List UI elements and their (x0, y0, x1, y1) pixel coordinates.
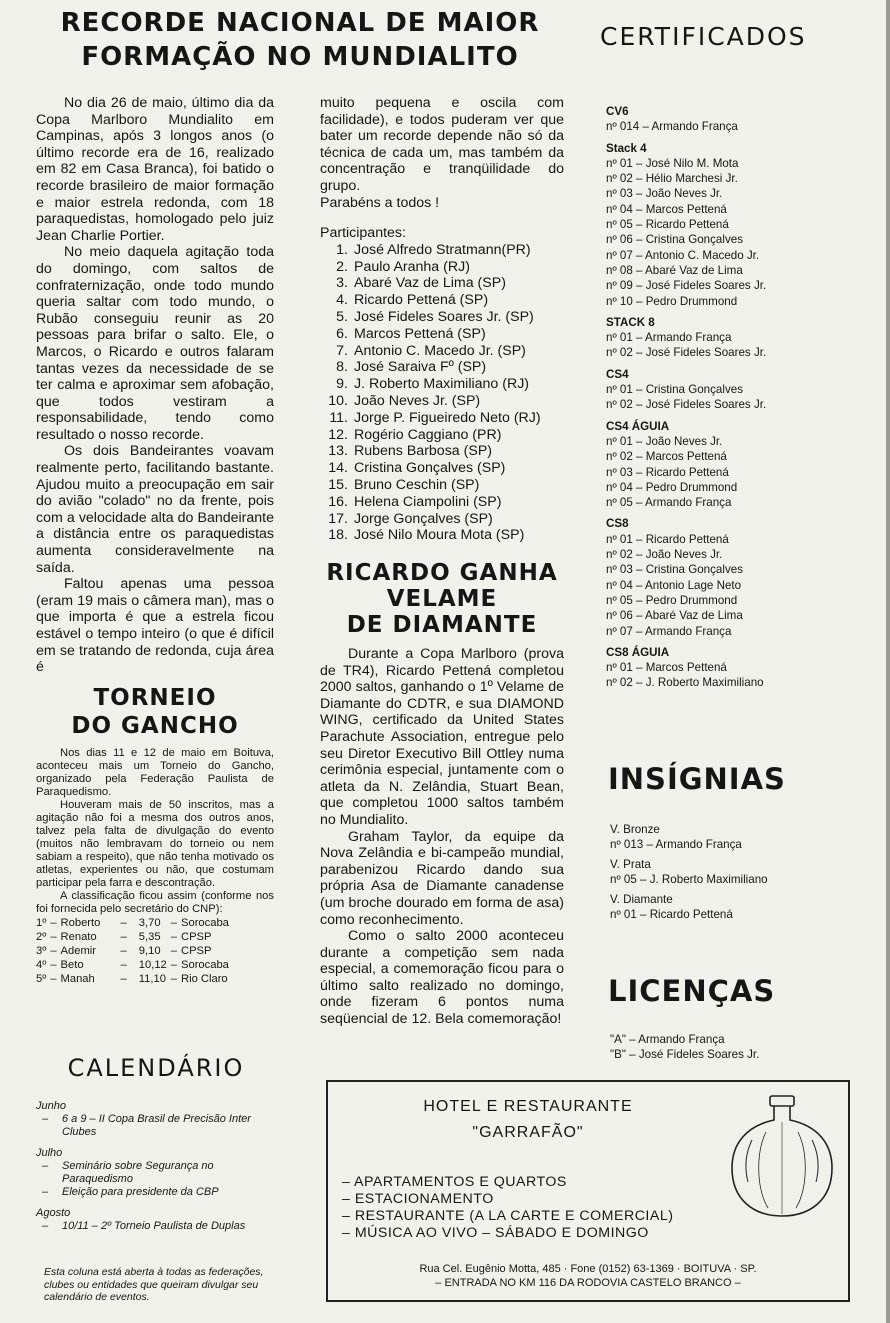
participant-number: 14. (328, 460, 348, 477)
participant-item (320, 326, 564, 343)
ranking-dash: – (120, 945, 127, 957)
torneio-title (36, 684, 274, 740)
participant-number: 18. (328, 527, 348, 544)
ricardo-paragraph-3: Como o salto 2000 aconteceu durante a competição sem nada especial, a comemoração ficou para o último salto realizado no domingo, onde fizeram 6 pontos numa seqüencial de 12. Bela comemoração! (320, 928, 564, 1028)
participant-item (320, 527, 564, 544)
participant-number: 16. (328, 493, 348, 510)
insignia-item: nº 013 – Armando França (610, 838, 742, 851)
calendar-event (36, 1113, 286, 1139)
certificate-group-title: CV6 (606, 105, 629, 118)
record-paragraph-3: Os dois Bandeirantes voavam realmente perto, facilitando bastante. Ajudou muito a preocupação em sair do avião "colado" no da frente, pois com a velocidade alta do Bandeirante a distância entre os paraquedistas aumenta consideravelmente na saída. (36, 443, 274, 576)
ricardo-title-line-3: DE DIAMANTE (346, 612, 538, 638)
calendar-month: Agosto (36, 1207, 71, 1219)
participants-list (320, 242, 564, 544)
participant-item (320, 376, 564, 393)
ricardo-paragraph-2: Graham Taylor, da equipe da Nova Zelândia e bi-campeão mundial, parabenizou Ricardo dando sua própria Asa de Diamante canadense (um broche dourado em forma de asa) como reconhecimento. (320, 828, 564, 928)
ricardo-title-line-2: VELAME (386, 586, 498, 612)
participant-name: Rubens Barbosa (SP) (354, 443, 493, 460)
certificate-item: nº 01 – Cristina Gonçalves (606, 383, 743, 397)
record-paragraph-4: Faltou apenas uma pessoa (eram 19 mais o câmera man), mas o que importa é que a estrela ficou estável o tempo inteiro (o que é difícil em se tratando de redonda, cuja área é (36, 576, 274, 676)
ranking-dash: – (50, 973, 57, 985)
torneio-title-line-1: TORNEIO (93, 685, 217, 711)
record-paragraph-5: muito pequena e oscila com facilidade), e todos puderam ver que bater um recorde depende não só da técnica de cada um, mas também da concentração e tranqüilidade do grupo. (320, 95, 564, 194)
insignia-level (610, 857, 850, 887)
ranking-score: 3,70 (138, 917, 161, 929)
insignia-item: nº 05 – J. Roberto Maximiliano (610, 873, 768, 886)
certificate-item: nº 01 – Armando França (606, 331, 732, 345)
participant-number: 3. (336, 275, 348, 292)
certificate-group-title: CS4 ÁGUIA (606, 419, 670, 433)
certificate-item: nº 02 – J. Roberto Maximiliano (606, 676, 764, 690)
calendar-event-text: 10/11 – 2º Torneio Paulista de Duplas (62, 1220, 246, 1232)
calendar-month: Junho (36, 1100, 66, 1112)
insignia-level-name: V. Prata (610, 858, 651, 871)
certificate-item: nº 02 – José Fideles Soares Jr. (606, 346, 767, 360)
participant-number: 17. (328, 510, 348, 527)
certificate-item: nº 02 – Marcos Pettená (606, 450, 727, 464)
ranking-dash: – (120, 917, 127, 929)
headline-line-2: FORMAÇÃO NO MUNDIALITO (81, 42, 519, 72)
license-item: "A" – Armando França (610, 1033, 725, 1046)
participant-number: 4. (336, 292, 348, 309)
participant-number: 11. (329, 409, 348, 426)
ranking-score: 5,35 (138, 931, 161, 943)
participant-number: 15. (328, 476, 348, 493)
ranking-position: 5º (36, 973, 47, 985)
garrafao-bottle-illustration (726, 1092, 838, 1222)
participant-number: 6. (336, 325, 348, 342)
calendar-event (36, 1160, 286, 1186)
certificate-item: nº 04 – Marcos Pettená (606, 202, 727, 216)
participant-number: 9. (336, 376, 348, 393)
certificate-item: nº 014 – Armando França (606, 120, 738, 134)
certificate-group-title: CS8 (606, 517, 629, 531)
ranking-club: Sorocaba (181, 959, 229, 971)
hotel-advertisement (326, 1080, 850, 1302)
participant-name: João Neves Jr. (SP) (354, 392, 481, 409)
record-paragraph-2: No meio daquela agitação toda do domingo, com saltos de confraternização, onde todo mundo queria saltar com todo mundo, o Rubão conseguiu reunir as 20 pessoas para brifar o salto. Ele, o Marcos, o Ricardo e outros falaram tantas vezes da necessidade de se ter calma e aproximar sem afobação, que todos vestiram a responsabilidade, tendo como resultado o nosso recorde. (36, 244, 274, 443)
participant-number: 13. (328, 443, 348, 460)
torneio-paragraph-3: A classificação ficou assim (conforme nos foi fornecida pelo secretário do CNP): (36, 890, 274, 915)
participants-title: Participantes: (320, 225, 406, 242)
certificate-item: nº 01 – José Nilo M. Mota (606, 156, 739, 170)
certificate-item: nº 08 – Abaré Vaz de Lima (606, 263, 743, 277)
participant-item (320, 309, 564, 326)
participant-name: Jorge Gonçalves (SP) (354, 510, 493, 527)
ranking-row (36, 958, 233, 972)
ranking-name: Renato (60, 931, 97, 943)
certificate-item: nº 02 – José Fideles Soares Jr. (606, 398, 767, 412)
certificate-group-title: CS8 ÁGUIA (606, 645, 670, 659)
participant-name: Antonio C. Macedo Jr. (SP) (354, 342, 526, 359)
insignia-level-name: V. Bronze (610, 823, 660, 836)
ranking-dash: – (170, 945, 178, 957)
participant-item (320, 477, 564, 494)
ranking-position: 1º (36, 917, 47, 929)
torneio-paragraph-2: Houveram mais de 50 inscritos, mas a agitação não foi a mesma dos outros anos, talvez pela falta de divulgação do evento (muitos não lembravam do torneio ou nem sabiam a respeito), que não tenha motivado os atletas, experientes ou não, que costumam participar pela farra e descontração. (36, 799, 274, 889)
participant-number: 8. (336, 359, 348, 376)
ranking-dash: – (170, 973, 178, 985)
calendar-event-dash: – (42, 1186, 49, 1198)
participant-item (320, 275, 564, 292)
certificate-item: nº 10 – Pedro Drummond (606, 294, 738, 308)
certificate-group-title: CS4 (606, 367, 629, 381)
ad-hotel-name: HOTEL E RESTAURANTE (423, 1098, 633, 1115)
participant-item (320, 292, 564, 309)
insignias-list (610, 822, 850, 922)
certificate-item: nº 09 – José Fideles Soares Jr. (606, 279, 767, 293)
calendar-event-text: 6 a 9 – II Copa Brasil de Precisão Inter Clubes (62, 1113, 251, 1138)
ad-address: Rua Cel. Eugênio Motta, 485 · Fone (0152) 63-1369 · BOITUVA · SP. (419, 1263, 757, 1275)
participant-item (320, 359, 564, 376)
ranking-club: Sorocaba (181, 917, 229, 929)
ranking-name: Ademir (60, 945, 96, 957)
calendario-list (36, 1100, 286, 1233)
participant-name: Bruno Ceschin (SP) (354, 476, 480, 493)
torneio-title-line-2: DO GANCHO (71, 713, 239, 739)
ranking-dash: – (120, 931, 127, 943)
certificate-item: nº 05 – Armando França (606, 496, 732, 510)
calendar-event-text: Eleição para presidente da CBP (62, 1186, 219, 1198)
certificate-item: nº 03 – Cristina Gonçalves (606, 563, 743, 577)
ranking-score: 10,12 (138, 959, 167, 971)
participant-number: 7. (336, 342, 348, 359)
ranking-name: Roberto (60, 917, 101, 929)
ad-amenity-item: – RESTAURANTE (A LA CARTE E COMERCIAL) (342, 1208, 674, 1224)
participant-name: Marcos Pettená (SP) (354, 325, 486, 342)
calendar-event (36, 1220, 286, 1233)
certificate-item: nº 01 – Marcos Pettená (606, 661, 727, 675)
torneio-paragraph-1: Nos dias 11 e 12 de maio em Boituva, aconteceu mais um Torneio do Gancho, organizado pela Federação Paulista de Paraquedismo. (36, 747, 274, 798)
participant-item (320, 259, 564, 276)
certificate-item: nº 02 – João Neves Jr. (606, 548, 723, 562)
ad-amenity-item: – APARTAMENTOS E QUARTOS (342, 1174, 567, 1190)
certificate-group-title: STACK 8 (606, 315, 655, 329)
insignia-item: nº 01 – Ricardo Pettená (610, 908, 733, 921)
ranking-club: Rio Claro (181, 973, 228, 985)
certificate-group-title: Stack 4 (606, 141, 647, 155)
headline-line-1: RECORDE NACIONAL DE MAIOR (60, 8, 540, 38)
calendar-month: Julho (36, 1147, 63, 1159)
certificate-item: nº 05 – Ricardo Pettená (606, 218, 729, 232)
licencas-list (610, 1032, 850, 1062)
participant-name: Cristina Gonçalves (SP) (354, 460, 506, 477)
calendar-event-dash: – (42, 1113, 49, 1125)
ranking-dash: – (50, 931, 57, 943)
participant-number: 12. (328, 426, 348, 443)
ranking-position: 3º (36, 945, 47, 957)
calendar-event-text: Seminário sobre Segurança no Paraquedismo (62, 1160, 214, 1185)
ranking-name: Manah (60, 973, 95, 985)
ad-amenities-list (342, 1174, 673, 1242)
certificate-item: nº 06 – Abaré Vaz de Lima (606, 609, 743, 623)
calendar-event-dash: – (42, 1160, 49, 1172)
licencas-title: LICENÇAS (608, 974, 776, 1008)
certificate-item: nº 04 – Pedro Drummond (606, 480, 738, 494)
participant-name: Jorge P. Figueiredo Neto (RJ) (354, 409, 541, 426)
certificate-item: nº 03 – João Neves Jr. (606, 187, 723, 201)
participant-number: 5. (336, 308, 348, 325)
ranking-dash: – (170, 959, 178, 971)
torneio-article (36, 747, 274, 986)
participant-item (320, 410, 564, 427)
insignia-level-name: V. Diamante (610, 893, 673, 906)
participant-item (320, 460, 564, 477)
participant-name: José Fideles Soares Jr. (SP) (354, 308, 534, 325)
ad-amenity-item: – MÚSICA AO VIVO – SÁBADO E DOMINGO (342, 1225, 649, 1241)
participant-name: Abaré Vaz de Lima (SP) (354, 275, 506, 292)
ricardo-title-line-1: RICARDO GANHA (326, 560, 558, 586)
ranking-row (36, 972, 233, 986)
participant-name: Helena Ciampolini (SP) (354, 493, 502, 510)
main-headline (30, 6, 570, 74)
ranking-dash: – (50, 917, 57, 929)
participant-number: 2. (336, 258, 348, 275)
participant-name: Paulo Aranha (RJ) (354, 258, 470, 275)
record-paragraph-1: No dia 26 de maio, último dia da Copa Marlboro Mundialito em Campinas, após 3 longos anos (o último recorde era de 16, realizado em 82 em Casa Branca), foi batido o recorde brasileiro de maior formação e maior estrela redonda, com 18 paraquedistas, homologado pelo juiz Jean Charlie Portier. (36, 95, 274, 244)
ranking-dash: – (50, 959, 57, 971)
participant-name: José Nilo Moura Mota (SP) (354, 527, 525, 544)
certificate-item: nº 04 – Antonio Lage Neto (606, 578, 742, 592)
participant-item (320, 494, 564, 511)
ricardo-title (320, 560, 564, 638)
ranking-position: 2º (36, 931, 47, 943)
ranking-dash: – (170, 917, 178, 929)
ranking-position: 4º (36, 959, 47, 971)
participant-item (320, 443, 564, 460)
ranking-dash: – (170, 931, 178, 943)
calendar-event (36, 1186, 286, 1199)
certificate-item: nº 07 – Armando França (606, 624, 732, 638)
ranking-dash: – (50, 945, 57, 957)
certificados-list (606, 104, 846, 691)
torneio-ranking-table (36, 916, 233, 986)
ad-amenity-item: – ESTACIONAMENTO (342, 1191, 494, 1207)
calendar-event-dash: – (42, 1220, 49, 1232)
page-edge (886, 0, 890, 1323)
participant-name: Ricardo Pettená (SP) (354, 292, 489, 309)
license-item: "B" – José Fideles Soares Jr. (610, 1048, 760, 1061)
participant-item (320, 242, 564, 259)
participant-number: 10. (328, 392, 348, 409)
certificate-item: nº 03 – Ricardo Pettená (606, 465, 729, 479)
certificate-item: nº 02 – Hélio Marchesi Jr. (606, 172, 738, 186)
insignia-level (610, 892, 850, 922)
certificate-item: nº 01 – João Neves Jr. (606, 434, 723, 448)
ranking-dash: – (120, 973, 127, 985)
ranking-club: CPSP (181, 945, 212, 957)
ad-hotel-quote: "GARRAFÃO" (472, 1124, 584, 1141)
ricardo-article (320, 646, 564, 1028)
ad-directions: – ENTRADA NO KM 116 DA RODOVIA CASTELO BRANCO – (435, 1277, 741, 1289)
ranking-row (36, 944, 233, 958)
ranking-score: 11,10 (138, 973, 166, 985)
ranking-name: Beto (60, 959, 84, 971)
ranking-club: CPSP (181, 931, 212, 943)
participant-name: José Saraiva Fº (SP) (354, 359, 487, 376)
record-article-col1 (36, 95, 274, 676)
calendario-title: CALENDÁRIO (67, 1054, 245, 1082)
ricardo-paragraph-1: Durante a Copa Marlboro (prova de TR4), Ricardo Pettená completou 2000 saltos, ganhando o 1º Velame de Diamante do CDTR, e sua DIAMOND WING, certificado da United States Parachute Association, entregue pelo seu Diretor Executivo Bill Ottley numa cerimônia especial, juntamente com o atleta da N. Zelândia, Stuart Bean, que completou 1000 saltos também no Mundialito. (320, 646, 564, 828)
ranking-dash: – (120, 959, 127, 971)
calendario-note: Esta coluna está aberta à todas as federações, clubes ou entidades que queiram divulgar seu calendário de eventos. (44, 1266, 264, 1303)
participant-item (320, 511, 564, 528)
participant-name: J. Roberto Maximiliano (RJ) (354, 376, 530, 393)
participant-item (320, 343, 564, 360)
ranking-row (36, 930, 233, 944)
participant-item (320, 427, 564, 444)
certificados-title: CERTIFICADOS (600, 22, 807, 51)
participant-name: Rogério Caggiano (PR) (354, 426, 502, 443)
ranking-score: 9,10 (138, 945, 161, 957)
certificate-item: nº 06 – Cristina Gonçalves (606, 233, 743, 247)
participant-name: José Alfredo Stratmann(PR) (354, 241, 531, 258)
insignia-level (610, 822, 850, 852)
record-thanks: Parabéns a todos ! (320, 194, 440, 211)
participant-number: 1. (336, 241, 348, 258)
ranking-row (36, 916, 233, 930)
insignias-title: INSÍGNIAS (608, 762, 786, 796)
ad-address-block (328, 1262, 848, 1290)
certificate-item: nº 01 – Ricardo Pettená (606, 532, 729, 546)
record-article-col2 (320, 95, 564, 544)
certificate-item: nº 05 – Pedro Drummond (606, 593, 738, 607)
certificate-item: nº 07 – Antonio C. Macedo Jr. (606, 248, 760, 262)
participant-item (320, 393, 564, 410)
